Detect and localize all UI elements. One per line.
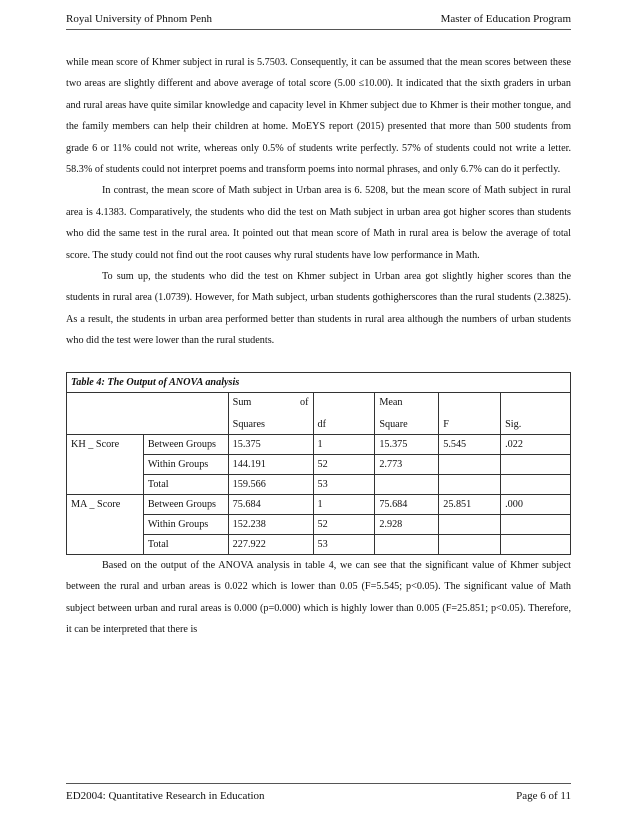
row-label: Total xyxy=(143,474,228,494)
footer-page-number: Page 6 of 11 xyxy=(516,790,571,802)
cell-df: 53 xyxy=(313,534,375,554)
header-mean-word: Mean xyxy=(379,396,403,408)
cell-sig xyxy=(501,454,571,474)
header-sig xyxy=(501,392,571,434)
header-blank xyxy=(67,392,229,434)
cell-mean-square xyxy=(375,534,439,554)
cell-sig: .022 xyxy=(501,434,571,454)
header-f xyxy=(439,392,501,434)
row-label: Within Groups xyxy=(143,454,228,474)
header-squares-word: Squares xyxy=(232,418,265,430)
table-caption: Table 4: The Output of ANOVA analysis xyxy=(67,372,571,392)
group-label: MA _ Score xyxy=(67,494,144,554)
header-mean-square xyxy=(375,392,439,434)
paragraph-2: In contrast, the mean score of Math subject in Urban area is 6. 5208, but the mean score of Math subject in rural area is 4.1383. Comparatively, the students who did the test on Math subject in urban area got higher scores than students who did the same test in the rural area. It pointed out that mean score of Math in rural area is below the average of total score. The study could not find out the root causes why rural students have low performance in Math. xyxy=(66,185,571,261)
cell-sum-squares: 227.922 xyxy=(228,534,313,554)
cell-mean-square xyxy=(375,474,439,494)
header-f-text: F xyxy=(443,418,449,430)
paragraph-3: To sum up, the students who did the test on Khmer subject in Urban area got slightly higher scores than the students in rural area (1.0739). However, for Math subject, urban students gothigherscores than the rural students (2.3825). As a result, the students in urban area performed better than students in rural area although the numbers of urban students who did the test were lower than the rural students. xyxy=(66,271,571,347)
paragraph-1: while mean score of Khmer subject in rural is 5.7503. Consequently, it can be assumed that the mean scores between these two areas are slightly different and above average of total score (5.00 ≤10.00). It indicated that the sixth graders in urban and rural areas have quite similar knowledge and capacity level in Khmer subject due to Khmer is their mother tongue, and the family members can help their children at home. MoEYS report (2015) presented that more than 500 students from grade 6 or 11% could not write, whereas only 0.5% of students write perfectly. 57% of students could not write a letter. 58.3% of students could not interpret poems and transform poems into normal phrases, and only 6.7% can do it perfectly. xyxy=(66,57,571,176)
cell-sum-squares: 15.375 xyxy=(228,434,313,454)
page-header xyxy=(66,13,571,30)
row-label: Between Groups xyxy=(143,434,228,454)
cell-df: 52 xyxy=(313,454,375,474)
anova-table xyxy=(66,372,571,555)
cell-df: 1 xyxy=(313,434,375,454)
cell-mean-square: 75.684 xyxy=(375,494,439,514)
cell-sum-squares: 152.238 xyxy=(228,514,313,534)
header-of-word: of xyxy=(300,396,309,408)
header-df xyxy=(313,392,375,434)
cell-f xyxy=(439,454,501,474)
cell-sum-squares: 159.566 xyxy=(228,474,313,494)
table-row xyxy=(67,494,571,514)
cell-sig xyxy=(501,514,571,534)
cell-mean-square: 2.928 xyxy=(375,514,439,534)
row-label: Between Groups xyxy=(143,494,228,514)
row-label: Total xyxy=(143,534,228,554)
page-footer xyxy=(66,783,571,802)
document-body xyxy=(66,52,571,640)
header-sig-text: Sig. xyxy=(505,418,522,430)
cell-mean-square: 2.773 xyxy=(375,454,439,474)
header-df-text: df xyxy=(317,418,326,430)
table-header-row xyxy=(67,392,571,434)
cell-f: 5.545 xyxy=(439,434,501,454)
cell-sig xyxy=(501,474,571,494)
cell-f xyxy=(439,534,501,554)
cell-df: 53 xyxy=(313,474,375,494)
header-sum-of-squares xyxy=(228,392,313,434)
cell-df: 52 xyxy=(313,514,375,534)
cell-mean-square: 15.375 xyxy=(375,434,439,454)
header-institution: Royal University of Phnom Penh xyxy=(66,13,213,25)
footer-course: ED2004: Quantitative Research in Education xyxy=(66,790,265,802)
row-label: Within Groups xyxy=(143,514,228,534)
cell-sig xyxy=(501,534,571,554)
paragraph-4: Based on the output of the ANOVA analysis in table 4, we can see that the significant value of Khmer subject between the rural and urban areas is 0.022 which is lower than 0.05 (F=5.545; p<0.05). The significant value of Math subject between urban and rural areas is 0.000 (p=0.000) which is highly lower than 0.005 (F=25.851; p<0.05). Therefore, it can be interpreted that there is xyxy=(66,559,571,635)
cell-sig: .000 xyxy=(501,494,571,514)
cell-sum-squares: 75.684 xyxy=(228,494,313,514)
table-row xyxy=(67,434,571,454)
header-square-word: Square xyxy=(379,418,408,430)
cell-sum-squares: 144.191 xyxy=(228,454,313,474)
cell-f: 25.851 xyxy=(439,494,501,514)
header-sum-word: Sum xyxy=(232,396,252,408)
header-program: Master of Education Program xyxy=(440,13,571,25)
group-label: KH _ Score xyxy=(67,434,144,494)
cell-f xyxy=(439,514,501,534)
cell-f xyxy=(439,474,501,494)
cell-df: 1 xyxy=(313,494,375,514)
